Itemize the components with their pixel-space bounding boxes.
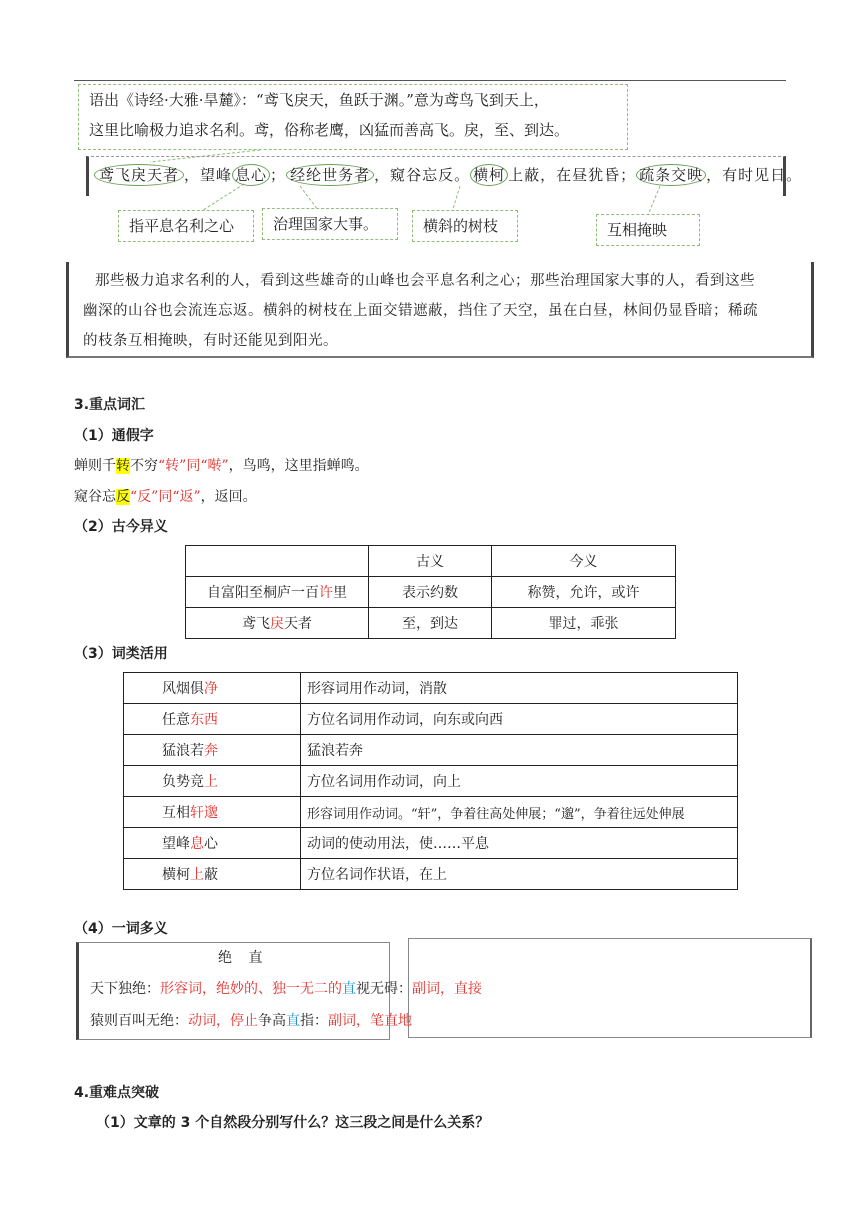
table-cell: 风烟俱净 bbox=[124, 673, 301, 704]
table-row bbox=[186, 608, 676, 639]
text: 猿则百叫无绝： bbox=[90, 1013, 188, 1029]
table-cell: 方位名词用作动词，向东或向西 bbox=[301, 704, 738, 735]
callout-jinglun: 治理国家大事。 bbox=[262, 208, 398, 240]
table-row bbox=[124, 859, 738, 890]
translation-line-2: 幽深的山谷也会流连忘返。横斜的树枝在上面交错遮蔽，挡住了天空，虽在白昼，林间仍显昏暗；稀疏 bbox=[83, 303, 758, 319]
tongjia-explanation: “转”同“啭” bbox=[158, 458, 229, 474]
key-char: 直 bbox=[286, 1013, 300, 1029]
text: 视无碍： bbox=[356, 981, 412, 997]
meaning: 形容词，绝妙的、独一无二的 bbox=[160, 981, 342, 997]
table-cell: 称赞，允许，或许 bbox=[492, 577, 676, 608]
section-3-title: 3.重点词汇 bbox=[74, 397, 146, 413]
circled-phrase-jinglun: 经纶世务者 bbox=[286, 164, 374, 186]
table-cell: 望峰息心 bbox=[124, 828, 301, 859]
meaning: 动词，停止 bbox=[188, 1013, 258, 1029]
meaning: 副词，直接 bbox=[412, 981, 482, 997]
table-row bbox=[186, 546, 676, 577]
circled-phrase-yuanfei: 鸢飞戾天者 bbox=[94, 164, 184, 186]
table-row bbox=[124, 797, 738, 828]
translation-box bbox=[66, 262, 814, 358]
table-cell: 形容词用作动词，消散 bbox=[301, 673, 738, 704]
callout-xixin: 指平息名利之心 bbox=[118, 210, 254, 242]
tongjiazi-line-1 bbox=[74, 455, 369, 475]
table-cell: 猛浪若奔 bbox=[124, 735, 301, 766]
table-cell: 猛浪若奔 bbox=[301, 735, 738, 766]
sentence-text: ，窥谷忘反。 bbox=[374, 166, 471, 184]
circled-phrase-shutiao: 疏条交映 bbox=[636, 164, 706, 186]
table-header-cell bbox=[186, 546, 369, 577]
text: 天下独绝： bbox=[90, 981, 160, 997]
subsection-duoyi: （4）一词多义 bbox=[74, 921, 168, 937]
table-cell: 互相轩邈 bbox=[124, 797, 301, 828]
sentence-text: ，有时见日。 bbox=[706, 166, 803, 184]
text: 蝉则千 bbox=[74, 458, 116, 474]
translation-line-1: 那些极力追求名利的人，看到这些雄奇的山峰也会平息名利之心；那些治理国家大事的人，看到这些 bbox=[95, 273, 755, 289]
text: ，返回。 bbox=[200, 489, 257, 505]
table-cell: 动词的使动用法，使……平息 bbox=[301, 828, 738, 859]
table-cell: 自富阳至桐庐一百许里 bbox=[186, 577, 369, 608]
section-4-title: 4.重难点突破 bbox=[74, 1085, 160, 1101]
text: 指： bbox=[300, 1013, 328, 1029]
text: 争高 bbox=[258, 1013, 286, 1029]
callout-hengke: 横斜的树枝 bbox=[412, 210, 518, 242]
sentence-text: 上蔽，在昼犹昏； bbox=[508, 166, 637, 184]
table-row bbox=[186, 577, 676, 608]
note-line-2: 这里比喻极力追求名利。鸢，俗称老鹰，凶猛而善高飞。戾，至、到达。 bbox=[89, 121, 570, 139]
duoyi-heading: 绝 直 bbox=[218, 950, 269, 966]
table-row bbox=[124, 735, 738, 766]
highlighted-char: 反 bbox=[116, 489, 130, 505]
text: ，鸟鸣，这里指蝉鸣。 bbox=[228, 458, 369, 474]
original-sentence bbox=[94, 164, 803, 185]
sentence-text: ； bbox=[270, 166, 287, 184]
table-cell: 形容词用作动词。“轩”，争着往高处伸展；“邈”，争着往远处伸展 bbox=[301, 797, 738, 828]
table-cell: 横柯上蔽 bbox=[124, 859, 301, 890]
text: 不穷 bbox=[130, 458, 158, 474]
duoyi-line-1 bbox=[90, 978, 482, 998]
key-char: 直 bbox=[342, 981, 356, 997]
huoyong-table bbox=[123, 672, 738, 890]
callout-shutiao: 互相掩映 bbox=[596, 214, 700, 246]
highlighted-char: 转 bbox=[116, 458, 130, 474]
text: 窥谷忘 bbox=[74, 489, 116, 505]
note-line-1: 语出《诗经·大雅·旱麓》：“鸢飞戾天，鱼跃于渊。”意为鸢鸟飞到天上， bbox=[89, 91, 549, 109]
meaning: 副词，笔直地 bbox=[328, 1013, 412, 1029]
table-cell: 至，到达 bbox=[369, 608, 492, 639]
duoyi-line-2 bbox=[90, 1010, 412, 1030]
table-cell: 罪过，乖张 bbox=[492, 608, 676, 639]
circled-phrase-xixin: 息心 bbox=[232, 164, 270, 186]
tongjia-explanation: “反”同“返” bbox=[130, 489, 201, 505]
table-cell: 表示约数 bbox=[369, 577, 492, 608]
subsection-tongjiazi: （1）通假字 bbox=[74, 428, 154, 444]
table-cell: 负势竞上 bbox=[124, 766, 301, 797]
sentence-text: ，望峰 bbox=[184, 166, 233, 184]
table-cell: 鸢飞戾天者 bbox=[186, 608, 369, 639]
gujin-table bbox=[185, 545, 676, 639]
translation-line-3: 的枝条互相掩映，有时还能见到阳光。 bbox=[83, 333, 338, 349]
table-cell: 方位名词用作动词，向上 bbox=[301, 766, 738, 797]
table-row bbox=[124, 704, 738, 735]
table-header-cell: 今义 bbox=[492, 546, 676, 577]
question-1: （1）文章的 3 个自然段分别写什么？这三段之间是什么关系？ bbox=[96, 1115, 490, 1131]
subsection-huoyong: （3）词类活用 bbox=[74, 646, 168, 662]
circled-phrase-hengke: 横柯 bbox=[470, 164, 508, 186]
table-row bbox=[124, 828, 738, 859]
table-header-cell: 古义 bbox=[369, 546, 492, 577]
table-row bbox=[124, 766, 738, 797]
table-cell: 方位名词作状语，在上 bbox=[301, 859, 738, 890]
subsection-gujin: （2）古今异义 bbox=[74, 519, 168, 535]
tongjiazi-line-2 bbox=[74, 486, 257, 506]
table-row bbox=[124, 673, 738, 704]
table-cell: 任意东西 bbox=[124, 704, 301, 735]
